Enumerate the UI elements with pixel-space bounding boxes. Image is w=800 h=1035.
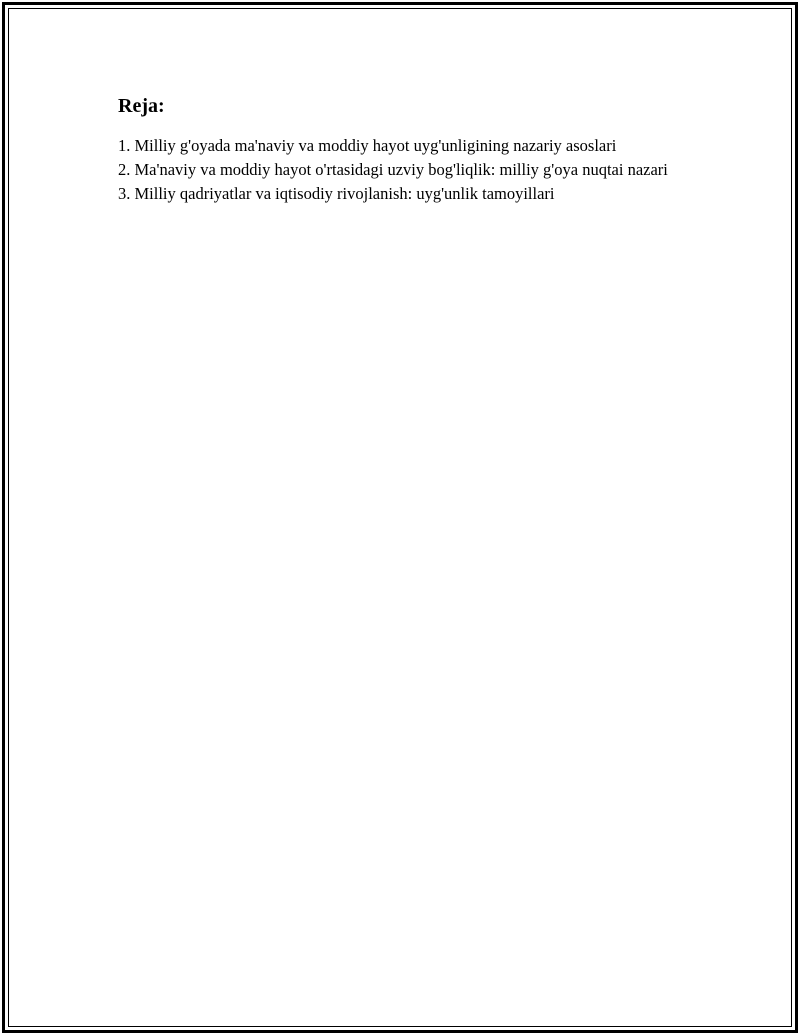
plan-item-1: 1. Milliy g'oyada ma'naviy va moddiy hayot uyg'unligining nazariy asoslari bbox=[118, 136, 617, 155]
plan-list bbox=[118, 134, 698, 206]
plan-heading: Reja: bbox=[118, 95, 165, 117]
plan-item-3: 3. Milliy qadriyatlar va iqtisodiy rivojlanish: uyg'unlik tamoyillari bbox=[118, 184, 555, 203]
plan-item-2: 2. Ma'naviy va moddiy hayot o'rtasidagi uzviy bog'liqlik: milliy g'oya nuqtai nazari bbox=[118, 160, 668, 179]
document-content bbox=[118, 94, 698, 206]
